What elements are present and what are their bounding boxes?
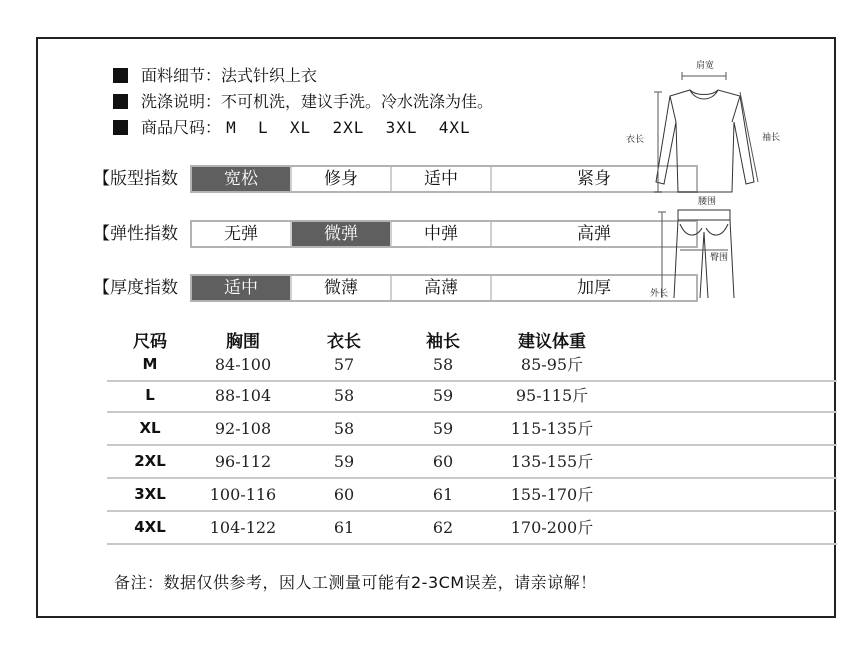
- header-chest: 胸围: [226, 332, 260, 352]
- cell-chest: 104-122: [209, 518, 277, 537]
- length-label: 衣长: [626, 135, 645, 145]
- cell-size: L: [145, 386, 155, 404]
- elasticity-option-high: 高弹: [577, 224, 611, 244]
- header-weight: 建议体重: [518, 332, 586, 352]
- cell-size: XL: [139, 419, 161, 437]
- thickness-option-very-thin: 高薄: [392, 276, 492, 300]
- outseam-label: 外长: [650, 289, 669, 299]
- table-row: [107, 479, 837, 512]
- disclaimer-note: 备注：数据仅供参考，因人工测量可能有2-3CM误差，请亲谅解！: [114, 573, 597, 592]
- thickness-option-regular: 适中: [192, 276, 292, 300]
- table-row: [107, 349, 837, 382]
- washing-line: [113, 92, 493, 112]
- thickness-index-label: 【厚度指数: [93, 278, 178, 298]
- sizes-list: M L XL 2XL 3XL 4XL: [226, 118, 471, 137]
- cell-chest: 96-112: [214, 452, 272, 471]
- cell-sleeve: 59: [432, 419, 454, 438]
- cell-chest: 88-104: [214, 386, 272, 405]
- fabric-line: [113, 66, 317, 86]
- cell-sleeve: 62: [432, 518, 454, 537]
- bullet-square-icon: [113, 120, 128, 135]
- cell-chest: 92-108: [214, 419, 272, 438]
- table-row: [107, 413, 837, 446]
- cell-weight: 155-170斤: [510, 485, 594, 504]
- shoulder-label: 肩宽: [696, 61, 715, 71]
- sleeve-label: 袖长: [762, 133, 781, 143]
- sizes-label: 商品尺码：: [141, 118, 222, 137]
- cell-sleeve: 60: [432, 452, 454, 471]
- cell-length: 60: [333, 485, 355, 504]
- cell-length: 59: [333, 452, 355, 471]
- cell-sleeve: 58: [432, 355, 454, 374]
- sweater-drawing: [656, 90, 754, 192]
- thickness-option-thick: 加厚: [577, 278, 611, 298]
- bullet-square-icon: [113, 68, 128, 83]
- table-row: [107, 512, 837, 545]
- fit-option-slim: 修身: [292, 167, 392, 191]
- cell-sleeve: 59: [432, 386, 454, 405]
- cell-weight: 170-200斤: [510, 518, 594, 537]
- cell-length: 58: [333, 386, 355, 405]
- fit-index-label: 【版型指数: [93, 169, 178, 189]
- fit-option-tight: 紧身: [577, 169, 611, 189]
- table-row: [107, 446, 837, 479]
- cell-chest: 100-116: [209, 485, 277, 504]
- fabric-text: 面料细节：法式针织上衣: [141, 66, 318, 85]
- sizes-line: [113, 118, 471, 138]
- cell-size: 3XL: [134, 485, 166, 503]
- washing-text: 洗涤说明：不可机洗，建议手洗。冷水洗涤为佳。: [141, 92, 494, 111]
- cell-length: 58: [333, 419, 355, 438]
- cell-weight: 135-155斤: [510, 452, 594, 471]
- elasticity-option-medium: 中弹: [392, 222, 492, 246]
- cell-length: 61: [333, 518, 355, 537]
- fit-option-loose: 宽松: [192, 167, 292, 191]
- fit-option-regular: 适中: [392, 167, 492, 191]
- waist-label: 腰围: [698, 197, 717, 207]
- cell-chest: 84-100: [214, 355, 272, 374]
- header-length: 衣长: [327, 332, 361, 352]
- cell-size: 4XL: [134, 518, 166, 536]
- cell-weight: 95-115斤: [515, 386, 589, 405]
- bullet-square-icon: [113, 94, 128, 109]
- cell-size: M: [142, 355, 158, 373]
- header-size: 尺码: [133, 332, 167, 352]
- header-sleeve: 袖长: [426, 332, 460, 352]
- table-row: [107, 380, 837, 413]
- cell-weight: 115-135斤: [510, 419, 594, 438]
- measurement-diagram: [620, 52, 790, 302]
- elasticity-option-slight: 微弹: [292, 222, 392, 246]
- cell-size: 2XL: [134, 452, 166, 470]
- hip-label: 臀围: [710, 253, 729, 263]
- measure-lines: [654, 72, 758, 192]
- cell-sleeve: 61: [432, 485, 454, 504]
- thickness-option-thin: 微薄: [292, 276, 392, 300]
- elasticity-index-label: 【弹性指数: [93, 224, 178, 244]
- elasticity-option-none: 无弹: [192, 222, 292, 246]
- cell-length: 57: [333, 355, 355, 374]
- cell-weight: 85-95斤: [520, 355, 584, 374]
